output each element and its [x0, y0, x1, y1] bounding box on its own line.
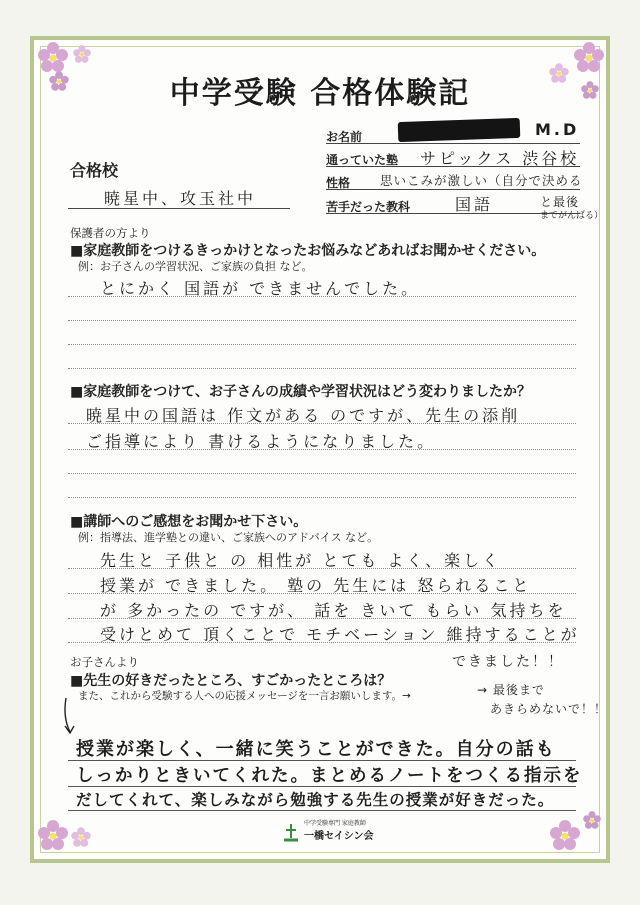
school-label: 合格校	[70, 161, 119, 180]
child-line-2	[68, 786, 576, 787]
q1-line-2	[68, 320, 576, 321]
q3-answer-2: 授業が できました。 塾の 先生には 怒られること	[100, 576, 532, 595]
child-answer-3: だしてくれて、楽しみながら勉強する先生の授業が好きだった。	[76, 791, 555, 809]
q2-line-3	[68, 473, 576, 474]
flower-icon	[72, 44, 92, 64]
flower-icon	[70, 826, 92, 848]
q2-line-1	[68, 423, 576, 424]
redacted-name	[398, 118, 521, 142]
name-suffix: M.D	[535, 120, 580, 139]
child-line-1	[68, 760, 576, 761]
personality-underline	[326, 189, 580, 190]
guardian-label: 保護者の方より	[70, 226, 151, 240]
q1-line-1	[68, 296, 576, 297]
child-answer-2: しっかりときいてくれた。まとめるノートをつくる指示を	[76, 766, 583, 786]
flower-icon	[582, 810, 602, 830]
logo-icon	[282, 822, 300, 842]
handwritten-arrow-icon	[62, 696, 78, 736]
q2-answer-1: 暁星中の国語は 作文がある のですが、先生の添削	[86, 406, 521, 425]
q3-answer-3: が 多かったの ですが、 話を きいて もらい 気持ちを	[100, 601, 567, 620]
q1-answer-1: とにかく 国語が できませんでした。	[100, 279, 421, 298]
q3-answer-1: 先生と 子供と の 相性が とても よく、楽しく	[100, 551, 502, 570]
q2-line-2	[68, 449, 576, 450]
school-value: 暁星中、攻玉社中	[104, 189, 257, 208]
child-label: お子さんより	[70, 655, 139, 669]
name-label: お名前	[326, 130, 363, 144]
q3-answer-4: 受けとめて 頂くことで モチベーション 維持することが	[100, 625, 580, 644]
personality-label: 性格	[326, 176, 351, 190]
q2-answer-2: ご指導により 書けるようになりました。	[86, 432, 437, 451]
page-title: 中学受験 合格体験記	[169, 76, 471, 111]
child-side-note-2: あきらめないで！！	[490, 702, 608, 716]
flower-icon	[548, 818, 582, 852]
q1-heading: ■家庭教師をつけるきっかけとなったお悩みなどあればお聞かせください。	[70, 243, 546, 259]
footer-brand: 一橋セイシン会	[304, 831, 374, 842]
flower-icon	[36, 818, 70, 852]
q2-heading: ■家庭教師をつけて、お子さんの成績や学習状況はどう変わりましたか？	[70, 384, 531, 400]
child-answer-1: 授業が楽しく、一緒に笑うことができた。自分の話も	[76, 739, 556, 760]
juku-label: 通っていた塾	[326, 153, 399, 167]
q3-heading: ■講師へのご感想をお聞かせ下さい。	[70, 514, 308, 530]
juku-value: サピックス 渋谷校	[420, 149, 580, 168]
q3-line-3	[68, 618, 576, 619]
personality-value: 思いこみが激しい（自分で決める	[380, 173, 583, 188]
q1-example: 例：お子さんの学習状況、ご家族の負担 など。	[78, 260, 313, 273]
weak-subject-note-1: と最後	[540, 195, 580, 209]
q3-example: 例：指導法、進学塾との違い、ご家族へのアドバイス など。	[78, 531, 379, 544]
weak-subject-note-2: までがんばる）	[540, 211, 604, 221]
name-underline	[326, 143, 580, 144]
weak-subject-label: 苦手だった教科	[326, 200, 411, 214]
child-side-note-1: → 最後まで	[477, 683, 545, 697]
weak-subject-value: 国語	[455, 195, 494, 214]
q3-line-4	[68, 642, 576, 643]
child-q-heading: ■先生の好きだったところ、すごかったところは？	[70, 673, 392, 689]
q1-line-3	[68, 344, 576, 345]
q1-line-4	[68, 368, 576, 369]
q3-line-2	[68, 593, 576, 594]
child-line-3	[68, 810, 576, 811]
q3-answer-5: できました！！	[452, 654, 564, 670]
footer-small-text: 中学受験専門 家庭教師	[304, 820, 366, 827]
child-q-sub: また、これから受験する人への応援メッセージを一言お願いします。→	[78, 690, 411, 702]
q3-line-1	[68, 568, 576, 569]
q2-line-4	[68, 497, 576, 498]
footer-logo	[282, 818, 372, 846]
